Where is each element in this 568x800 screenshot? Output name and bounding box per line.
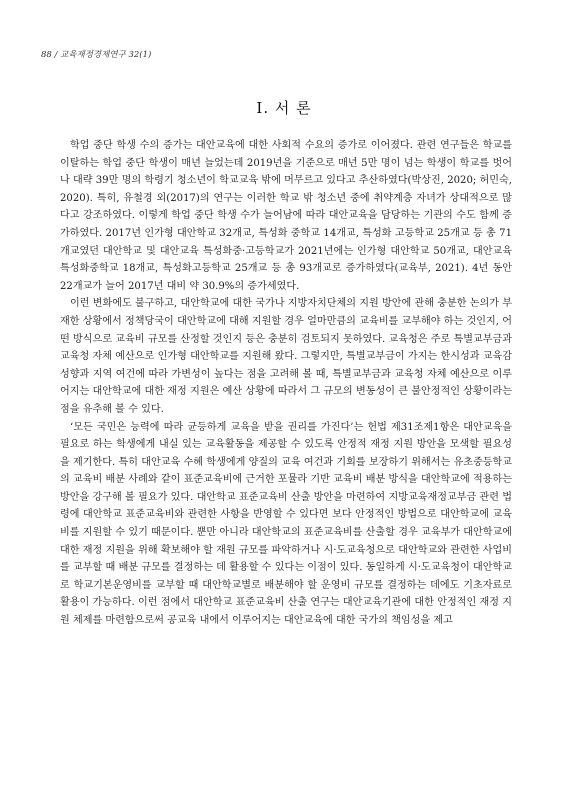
- paragraph-2: 이런 변화에도 불구하고, 대안학교에 대한 국가나 지방자치단체의 지원 방안에 관해 충분한 논의가 부재한 상황에서 정책당국이 대안학교에 대해 지원할 경우 얼마만큼의 교육비를 교부해야 하는 것인지, 어떤 방식으로 교육비 규모를 산정할 것인지 등은 충분히 검토되지 못하였다. 교육청은 주로 특별교부금과 교육청 자체 예산으로 인가형 대안학교를 지원해 왔다. 그렇지만, 특별교부금이 가지는 한시성과 교육감 성향과 지역 여건에 따라 가변성이 높다는 점을 고려해 볼 때, 특별교부금과 교육청 자체 예산으로 이루어지는 대안학교에 대한 재정 지원은 예산 상황에 따라서 그 규모의 변동성이 큰 불안정적인 상황이라는 점을 유추해 볼 수 있다.: [60, 298, 512, 415]
- paragraph-3: ‘모든 국민은 능력에 따라 균등하게 교육을 받을 권리를 가진다’는 헌법 제31조제1항은 대안교육을 필요로 하는 학생에게 내실 있는 교육활동을 제공할 수 있도록 안정적 재정 지원 방안을 모색할 필요성을 제기한다. 특히 대안교육 수혜 학생에게 양질의 교육 여건과 기회를 보장하기 위해서는 유초중등학교의 교육비 배분 사례와 같이 표준교육비에 근거한 포뮬라 기반 교육비 배분 방식을 대안학교에 적용하는 방안을 강구해 볼 필요가 있다. 대안학교 표준교육비 산출 방안을 마련하여 지방교육재정교부금 관련 법령에 대안학교 표준교육비와 관련한 사항을 반영할 수 있다면 보다 안정적인 방법으로 대안학교에 교육비를 지원할 수 있기 때문이다. 뿐만 아니라 대안학교의 표준교육비를 산출할 경우 교육부가 대안학교에 대한 재정 지원을 위해 확보해야 할 재원 규모를 파악하거나 시·도교육청으로 대안학교와 관련한 사업비를 교부할 때 배분 규모를 결정하는 데 활용할 수 있다는 이점이 있다. 동일하게 시·도교육청이 대안학교로 학교기본운영비를 교부할 때 대안학교별로 배분해야 할 운영비 규모를 결정하는 데에도 기초자료로 활용이 가능하다. 이런 점에서 대안학교 표준교육비 산출 연구는 대안교육기관에 대한 안정적인 재정 지원 체제를 마련함으로써 공교육 내에서 이루어지는 대안교육에 대한 국가의 책임성을 제고: [60, 421, 512, 627]
- paragraph-1: 학업 중단 학생 수의 증가는 대안교육에 대한 사회적 수요의 증가로 이어졌다. 관련 연구들은 학교를 이탈하는 학업 중단 학생이 매년 늘었는데 2019년을 기준으로 매년 5만 명이 넘는 학생이 학교를 벗어나 대략 39만 명의 학령기 청소년이 학교교육 밖에 머무르고 있다고 추산하였다(박상진, 2020; 허민숙, 2020). 특히, 유철경 외(2017)의 연구는 이러한 학교 밖 청소년 중에 취약계층 자녀가 상대적으로 많다고 강조하였다. 이렇게 학업 중단 학생 수가 늘어남에 따라 대안교육을 담당하는 기관의 수도 함께 증가하였다. 2017년 인가형 대안학교 32개교, 특성화 중학교 14개교, 특성화 고등학교 25개교 등 총 71개교였던 대안학교 및 대안교육 특성화중·고등학교가 2021년에는 인가형 대안학교 50개교, 대안교육 특성화중학교 18개교, 특성화고등학교 25개교 등 총 93개교로 증가하였다(교육부, 2021). 4년 동안 22개교가 늘어 2017년 대비 약 30.9%의 증가세였다.: [60, 140, 512, 292]
- body-text: [60, 137, 512, 630]
- running-header: 88 / 교육재정경제연구 32(1): [41, 50, 152, 60]
- section-title: Ⅰ. 서 론: [256, 99, 312, 117]
